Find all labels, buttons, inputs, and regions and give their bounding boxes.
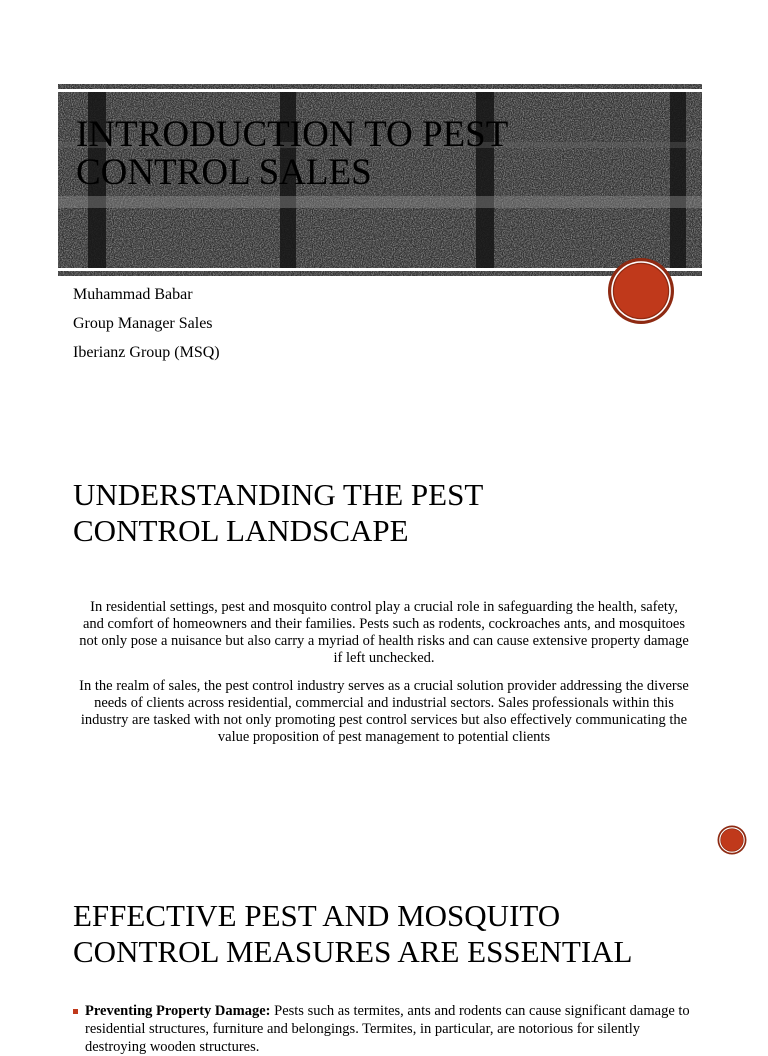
bullet-term: Preventing Property Damage: (85, 1003, 271, 1019)
author-organization: Iberianz Group (MSQ) (73, 344, 220, 361)
measures-heading: EFFECTIVE PEST AND MOSQUITO CONTROL MEASURES ARE ESSENTIAL (73, 898, 633, 969)
banner-top-rule (58, 89, 702, 92)
landscape-paragraph-1: In residential settings, pest and mosquito control play a crucial role in safeguarding the health, safety, and comfort of homeowners and their families. Pests such as rodents, cockroaches ants, and mosquitoes not only pose a nuisance but also carry a myriad of health risks and can cause extensive property damage if left unchecked. (79, 599, 689, 666)
decorative-circle-small (717, 825, 747, 855)
banner-bottom-rule (58, 268, 702, 271)
landscape-heading: UNDERSTANDING THE PEST CONTROL LANDSCAPE (73, 477, 483, 548)
bullet-square-icon (73, 1009, 78, 1014)
list-item (73, 1002, 698, 1056)
author-role: Group Manager Sales (73, 315, 213, 332)
bullet-text: Pests such as termites, ants and rodents can cause significant damage to residential structures, furniture and belongings. Termites, in particular, are notorious for silently destroying wooden structures. (85, 1003, 690, 1055)
author-info (73, 280, 220, 367)
measures-bullet-list (73, 1002, 698, 1056)
author-name: Muhammad Babar (73, 286, 193, 303)
title-banner (58, 84, 702, 276)
title-slide-heading: INTRODUCTION TO PEST CONTROL SALES (76, 114, 508, 193)
decorative-circle-large (607, 257, 675, 325)
landscape-paragraph-2: In the realm of sales, the pest control industry serves as a crucial solution provider addressing the diverse needs of clients across residential, commercial and industrial sectors. Sales professionals within this industry are tasked with not only promoting pest control services but also effectively communicating the value proposition of pest management to potential clients (79, 678, 689, 745)
